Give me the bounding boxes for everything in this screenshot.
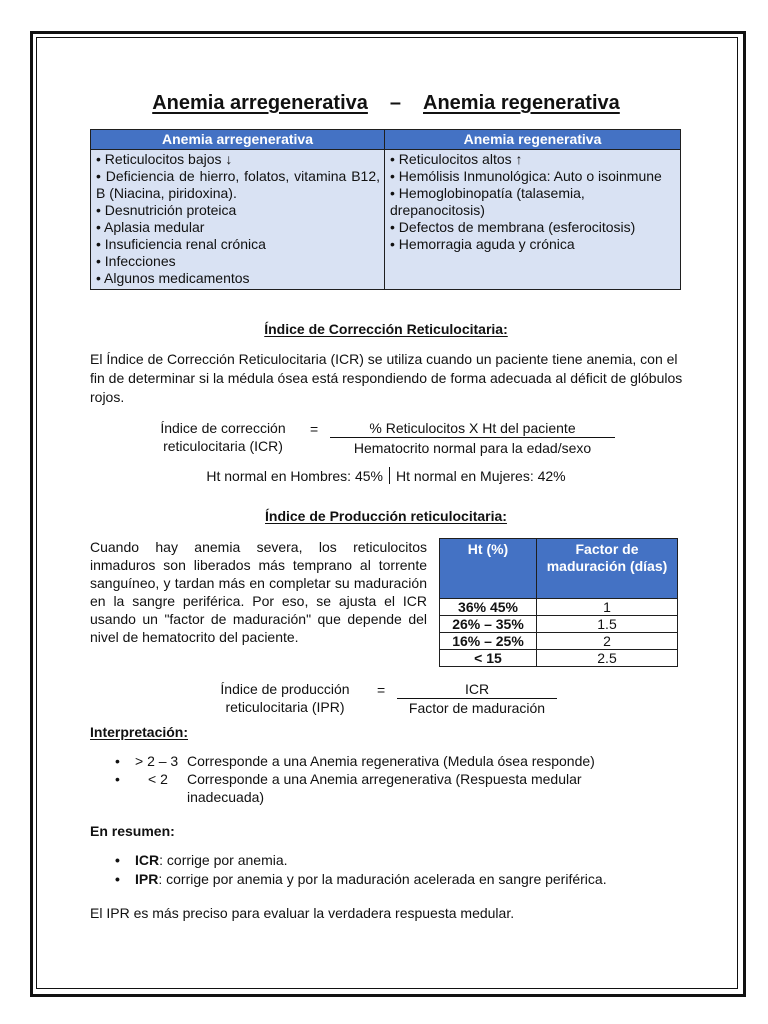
- bullet-icon: •: [115, 753, 120, 769]
- icr-heading: Índice de Corrección Reticulocitaria:: [264, 321, 508, 337]
- ht-normal-women: Ht normal en Mujeres: 42%: [396, 468, 566, 484]
- summary-term: IPR: [135, 871, 159, 887]
- icr-formula-label-2: reticulocitaria (ICR): [163, 438, 283, 454]
- title-right: Anemia regenerativa: [423, 92, 620, 114]
- list-item: • Reticulocitos bajos ↓: [96, 151, 233, 167]
- list-item: [115, 870, 695, 889]
- icr-formula-equals: =: [310, 421, 319, 437]
- interpretation-text: Corresponde a una Anemia arregenerativa (Respuesta medular inadecuada): [187, 771, 582, 805]
- list-item: • Insuficiencia renal crónica: [96, 236, 266, 252]
- interpretation-heading: Interpretación:: [90, 724, 189, 740]
- maturation-ht-cell: < 15: [440, 650, 537, 667]
- interpretation-range: < 2: [148, 771, 168, 787]
- icr-formula-numerator: % Reticulocitos X Ht del paciente: [369, 420, 576, 436]
- maturation-table: [439, 538, 678, 667]
- maturation-factor-cell: 2: [537, 633, 678, 650]
- list-item: • Infecciones: [96, 253, 176, 269]
- table-row: [440, 599, 678, 616]
- list-item: • Desnutrición proteica: [96, 202, 237, 218]
- summary-conclusion: El IPR es más preciso para evaluar la verdadera respuesta medular.: [90, 905, 515, 921]
- summary-list: [115, 851, 695, 889]
- interpretation-list: [115, 752, 675, 806]
- list-item: • Hemorragia aguda y crónica: [390, 236, 575, 252]
- ipr-formula-denominator: Factor de maduración: [408, 700, 546, 716]
- comparison-cell-left: [91, 150, 385, 290]
- icr-paragraph: El Índice de Corrección Reticulocitaria (ICR) se utiliza cuando un paciente tiene anemia, con el fin de determinar si la médula ósea está respondiendo de forma adecuada al déficit de glóbulos rojos.: [90, 351, 683, 405]
- summary-heading: En resumen:: [90, 823, 175, 839]
- maturation-header-factor: Factor de maduración (días): [537, 539, 678, 599]
- comparison-table: [90, 129, 681, 290]
- ipr-formula-label-1: Índice de producción: [220, 681, 350, 697]
- interpretation-range: > 2 – 3: [135, 753, 179, 769]
- list-item: [115, 770, 675, 806]
- comparison-header-left: Anemia arregenerativa: [91, 130, 385, 150]
- ipr-formula-numerator: ICR: [464, 681, 490, 697]
- summary-text: : corrige por anemia y por la maduración acelerada en sangre periférica.: [158, 871, 607, 887]
- list-item: [115, 851, 695, 870]
- table-row: [440, 633, 678, 650]
- list-item: • Aplasia medular: [96, 219, 205, 235]
- page-title: [36, 92, 736, 115]
- ht-normal-line: [36, 467, 736, 484]
- maturation-ht-cell: 26% – 35%: [440, 616, 537, 633]
- icr-formula-label-1: Índice de corrección: [160, 420, 286, 436]
- summary-term: ICR: [135, 852, 160, 868]
- maturation-factor-cell: 1.5: [537, 616, 678, 633]
- list-item: • Defectos de membrana (esferocitosis): [390, 219, 636, 235]
- icr-formula-denominator: Hematocrito normal para la edad/sexo: [353, 440, 592, 456]
- ipr-fraction-bar: [397, 698, 557, 699]
- table-row: [440, 616, 678, 633]
- list-item: • Algunos medicamentos: [96, 270, 250, 286]
- interpretation-text: Corresponde a una Anemia regenerativa (Medula ósea responde): [187, 753, 595, 769]
- list-item: • Hemoglobinopatía (talasemia, drepanocitosis): [390, 185, 585, 218]
- maturation-ht-cell: 16% – 25%: [440, 633, 537, 650]
- ht-normal-men: Ht normal en Hombres: 45%: [206, 468, 383, 484]
- maturation-factor-cell: 1: [537, 599, 678, 616]
- list-item: • Hemólisis Inmunológica: Auto o isoinmune: [390, 168, 662, 184]
- ipr-heading: Índice de Producción reticulocitaria:: [265, 508, 507, 524]
- maturation-header-ht: Ht (%): [440, 539, 537, 599]
- icr-fraction-bar: [330, 437, 615, 438]
- separator: [389, 467, 390, 484]
- ipr-formula-equals: =: [377, 682, 386, 698]
- ipr-formula-label-2: reticulocitaria (IPR): [225, 699, 345, 715]
- ipr-paragraph: Cuando hay anemia severa, los reticulocitos inmaduros son liberados más temprano al torrente sanguíneo, y tardan más en completar su maduración en la sangre periférica. Por eso, se ajusta el ICR usando un "factor de maduración" que depende del nivel de hematocrito del paciente.: [90, 539, 427, 645]
- comparison-cell-right: [385, 150, 681, 290]
- table-row: [440, 650, 678, 667]
- bullet-icon: •: [115, 871, 120, 887]
- summary-text: : corrige por anemia.: [159, 852, 288, 868]
- title-left: Anemia arregenerativa: [152, 92, 368, 114]
- maturation-ht-cell: 36% 45%: [440, 599, 537, 616]
- comparison-header-right: Anemia regenerativa: [385, 130, 681, 150]
- maturation-factor-cell: 2.5: [537, 650, 678, 667]
- title-dash: –: [389, 92, 402, 114]
- list-item: • Deficiencia de hierro, folatos, vitamina B12, B (Niacina, piridoxina).: [96, 168, 380, 201]
- bullet-icon: •: [115, 852, 120, 868]
- list-item: [115, 752, 675, 770]
- list-item: • Reticulocitos altos ↑: [390, 151, 523, 167]
- bullet-icon: •: [115, 771, 120, 787]
